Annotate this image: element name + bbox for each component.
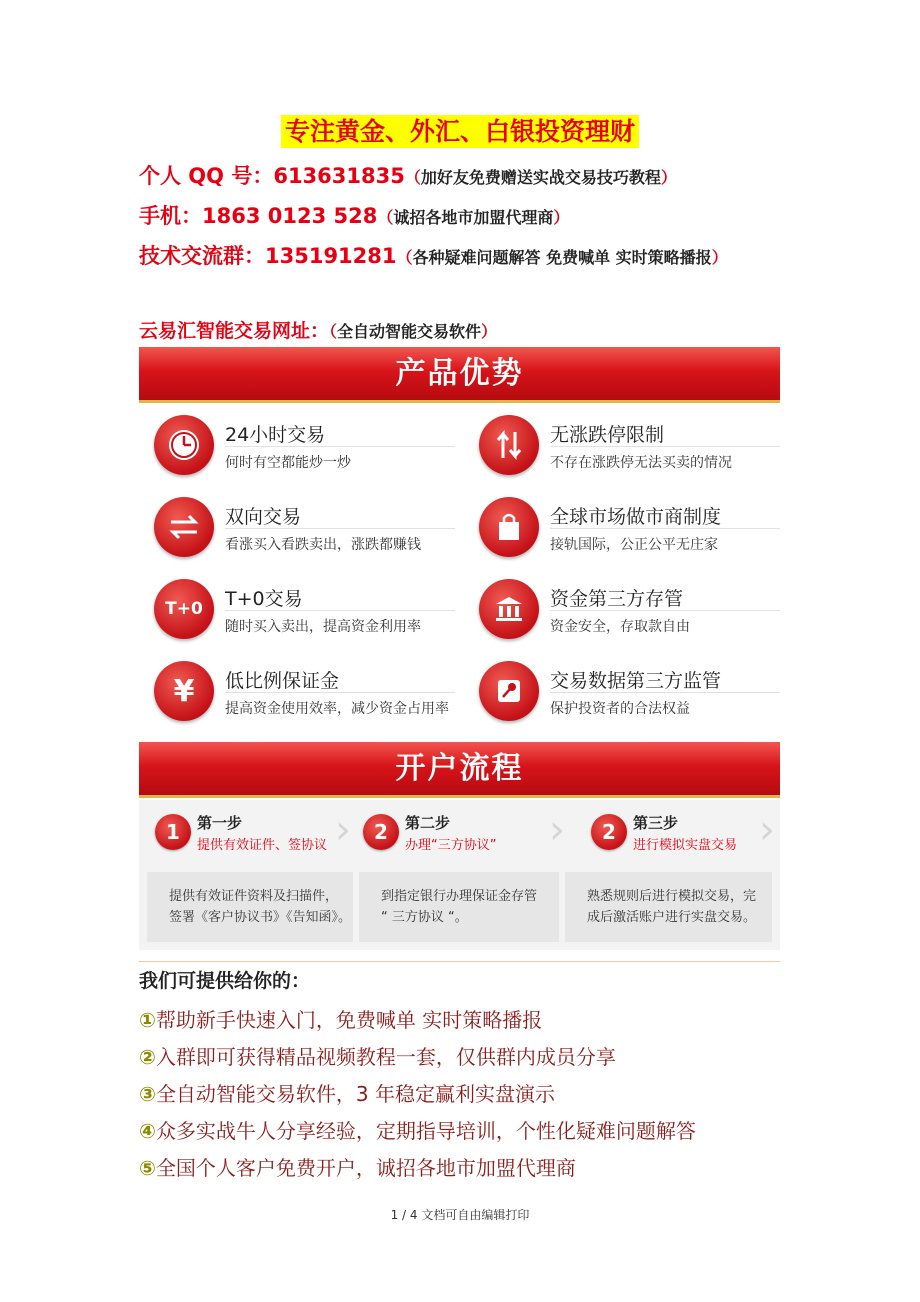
phone-label: 手机：1863 0123 528	[139, 204, 378, 228]
t-plus-zero-icon: T+0	[154, 579, 214, 639]
feature-title: 交易数据第三方监管	[550, 670, 722, 692]
step-number-badge: 2	[363, 814, 399, 850]
feature-item	[464, 404, 784, 484]
site-line	[139, 316, 497, 343]
qq-note: 加好友免费赠送实战交易技巧教程	[420, 168, 661, 187]
chevron-right-icon: ›	[335, 807, 351, 853]
feature-desc: 资金安全，存取款自由	[550, 619, 690, 635]
section-divider	[139, 961, 780, 962]
feature-desc: 看涨买入看跌卖出，涨跌都赚钱	[225, 537, 421, 553]
offer-text: 众多实战牛人分享经验，定期指导培训，个性化疑难问题解答	[155, 1119, 696, 1143]
offer-number: ④	[139, 1119, 156, 1143]
site-note: 全自动智能交易软件	[337, 322, 482, 341]
offer-title: 我们可提供给你的：	[139, 970, 311, 992]
bank-icon	[479, 579, 539, 639]
feature-desc: 保护投资者的合法权益	[550, 701, 690, 717]
chevron-right-icon: ›	[759, 807, 775, 853]
paren-open: （	[396, 248, 413, 267]
group-label: 技术交流群：135191281	[139, 244, 397, 268]
offer-number: ③	[139, 1082, 156, 1106]
step-one	[155, 808, 345, 866]
feature-item	[139, 404, 459, 484]
feature-desc: 何时有空都能炒一炒	[225, 455, 351, 471]
step-title: 第一步	[197, 814, 243, 832]
step-two-detail	[359, 872, 559, 942]
feature-title: 双向交易	[225, 506, 302, 528]
offer-text: 入群即可获得精品视频教程一套，仅供群内成员分享	[155, 1045, 616, 1069]
feature-divider	[550, 610, 780, 611]
page-footer: 1 / 4 文档可自由编辑打印	[390, 1208, 530, 1222]
feature-title: 全球市场做市商制度	[550, 506, 722, 528]
account-process-banner	[139, 742, 780, 798]
account-process-title: 开户流程	[395, 751, 524, 786]
headline-text: 专注黄金、外汇、白银投资理财	[281, 115, 639, 148]
paren-close: ）	[660, 168, 677, 187]
feature-divider	[225, 692, 455, 693]
feature-title: 无涨跌停限制	[550, 424, 665, 446]
step-three	[591, 808, 771, 866]
step-title: 第三步	[633, 814, 679, 832]
step-subtitle: 提供有效证件、签协议	[197, 838, 328, 853]
paren-open: （	[377, 208, 394, 227]
feature-item	[139, 650, 459, 730]
paren-open: （	[329, 322, 338, 341]
offer-item	[139, 1041, 616, 1070]
step-detail-line: 签署《客户协议书》《告知函》。	[169, 910, 352, 925]
paren-close: ）	[553, 208, 570, 227]
feature-title: 24小时交易	[225, 424, 326, 446]
offer-item	[139, 1152, 576, 1181]
step-two	[363, 808, 553, 866]
offer-item	[139, 1115, 696, 1144]
feature-item	[139, 486, 459, 566]
feature-divider	[225, 610, 455, 611]
step-three-detail	[565, 872, 772, 942]
feature-divider	[550, 528, 780, 529]
feature-item	[139, 568, 459, 648]
product-advantage-banner	[139, 347, 780, 403]
shopping-bag-icon	[479, 497, 539, 557]
step-subtitle: 办理“三方协议”	[405, 838, 497, 853]
group-note: 各种疑难问题解答 免费喊单 实时策略播报	[412, 248, 712, 267]
yen-icon: ¥	[154, 661, 214, 721]
offer-text: 全自动智能交易软件，3 年稳定赢利实盘演示	[155, 1082, 556, 1106]
product-advantage-title: 产品优势	[395, 356, 524, 391]
feature-desc: 随时买入卖出，提高资金利用率	[225, 619, 421, 635]
feature-title: T+0交易	[225, 588, 303, 610]
feature-divider	[550, 692, 780, 693]
feature-item	[464, 650, 784, 730]
clock-icon	[154, 415, 214, 475]
feature-grid	[139, 404, 780, 722]
step-number-badge: 2	[591, 814, 627, 850]
feature-divider	[225, 446, 455, 447]
feature-title: 资金第三方存管	[550, 588, 684, 610]
qq-line	[139, 160, 677, 190]
paren-close: ）	[481, 322, 498, 341]
feature-desc: 提高资金使用效率，减少资金占用率	[225, 701, 449, 717]
feature-divider	[225, 528, 455, 529]
chevron-right-icon: ›	[549, 807, 565, 853]
account-steps	[139, 800, 780, 950]
headline	[0, 112, 920, 148]
step-detail-line: 成后激活账户进行实盘交易。	[587, 910, 757, 925]
phone-note: 诚招各地市加盟代理商	[393, 208, 554, 227]
step-one-detail	[147, 872, 353, 942]
feature-desc: 接轨国际，公正公平无庄家	[550, 537, 718, 553]
key-icon	[479, 661, 539, 721]
step-detail-line: 熟悉规则后进行模拟交易，完	[587, 889, 757, 904]
step-detail-line: 提供有效证件资料及扫描件，	[169, 889, 339, 904]
qq-label: 个人 QQ 号：613631835	[139, 164, 405, 188]
offer-number: ①	[139, 1008, 156, 1032]
feature-title: 低比例保证金	[225, 670, 340, 692]
step-subtitle: 进行模拟实盘交易	[633, 838, 738, 853]
step-detail-line: 到指定银行办理保证金存管	[381, 889, 538, 904]
phone-line	[139, 200, 569, 230]
two-way-arrows-icon	[154, 497, 214, 557]
step-title: 第二步	[405, 814, 451, 832]
site-label[interactable]: 云易汇智能交易网址：	[139, 320, 330, 342]
group-line	[139, 240, 728, 270]
paren-close: ）	[711, 248, 728, 267]
offer-number: ⑤	[139, 1156, 156, 1180]
offer-number: ②	[139, 1045, 156, 1069]
no-limit-arrows-icon	[479, 415, 539, 475]
feature-desc: 不存在涨跌停无法买卖的情况	[550, 455, 732, 471]
offer-text: 帮助新手快速入门，免费喊单 实时策略播报	[155, 1008, 543, 1032]
offer-text: 全国个人客户免费开户，诚招各地市加盟代理商	[155, 1156, 576, 1180]
feature-item	[464, 568, 784, 648]
step-number-badge: 1	[155, 814, 191, 850]
feature-divider	[550, 446, 780, 447]
step-detail-line: “ 三方协议 “。	[381, 910, 468, 925]
offer-item	[139, 1078, 555, 1107]
paren-open: （	[404, 168, 421, 187]
feature-item	[464, 486, 784, 566]
offer-item	[139, 1004, 542, 1033]
